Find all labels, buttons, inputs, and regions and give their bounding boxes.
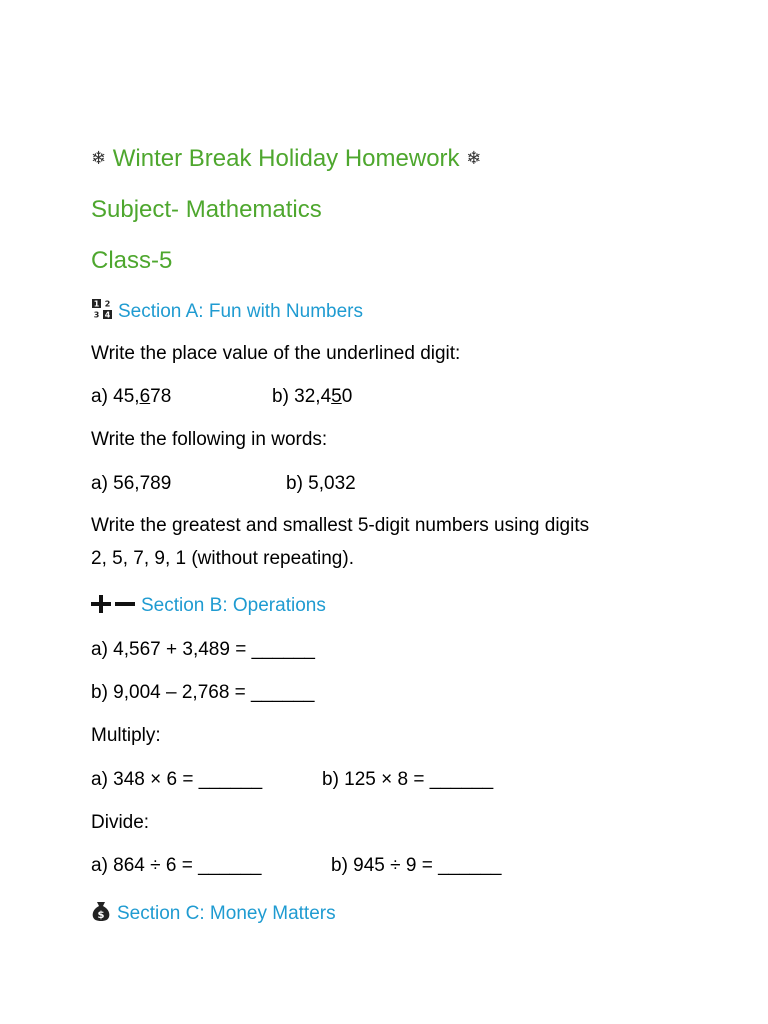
section-a-heading <box>91 298 363 324</box>
input-numbers-icon <box>91 298 113 320</box>
money-bag-icon <box>91 900 111 922</box>
multiply-problem-b: b) 125 × 8 = ______ <box>322 769 494 790</box>
option-b: b) 5,032 <box>286 473 356 494</box>
section-b-heading <box>91 594 326 618</box>
underlined-digit: 6 <box>139 386 151 407</box>
svg-text:1: 1 <box>93 299 100 309</box>
option-b: b) 32,450 <box>272 386 353 407</box>
svg-text:3: 3 <box>93 310 100 320</box>
svg-text:4: 4 <box>104 310 111 320</box>
snowflake-icon: ❄ <box>466 148 482 168</box>
multiply-problem-a: a) 348 × 6 = ______ <box>91 769 263 790</box>
divide-problem-b: b) 945 ÷ 9 = ______ <box>331 855 502 876</box>
option-a: a) 56,789 <box>91 473 172 494</box>
section-a-title: Section A: Fun with Numbers <box>118 301 363 322</box>
question-greatest-smallest-line1: Write the greatest and smallest 5-digit numbers using digits <box>91 515 590 536</box>
underlined-digit: 5 <box>331 386 342 407</box>
section-c-heading <box>91 900 336 926</box>
plus-minus-icon <box>91 595 135 613</box>
subtraction-problem: b) 9,004 – 2,768 = ______ <box>91 682 315 703</box>
section-b-title: Section B: Operations <box>141 595 326 616</box>
question-words: Write the following in words: <box>91 429 328 450</box>
question-place-value-options <box>91 385 491 409</box>
option-a: a) 45,678 <box>91 386 172 407</box>
divide-problem-a: a) 864 ÷ 6 = ______ <box>91 855 262 876</box>
snowflake-icon: ❄ <box>91 148 107 168</box>
subject-heading: Subject- Mathematics <box>91 196 322 223</box>
question-words-options <box>91 472 491 496</box>
section-c-title: Section C: Money Matters <box>117 903 336 924</box>
divide-problems <box>91 854 551 878</box>
question-greatest-smallest-line2: 2, 5, 7, 9, 1 (without repeating). <box>91 548 354 569</box>
addition-problem: a) 4,567 + 3,489 = ______ <box>91 639 315 660</box>
class-heading: Class-5 <box>91 247 173 274</box>
page-title <box>91 143 481 174</box>
question-place-value: Write the place value of the underlined digit: <box>91 343 461 364</box>
divide-label: Divide: <box>91 812 150 833</box>
multiply-label: Multiply: <box>91 725 161 746</box>
svg-text:$: $ <box>97 910 105 921</box>
svg-text:2: 2 <box>104 299 111 309</box>
multiply-problems <box>91 768 551 792</box>
title-text: Winter Break Holiday Homework <box>112 145 460 172</box>
